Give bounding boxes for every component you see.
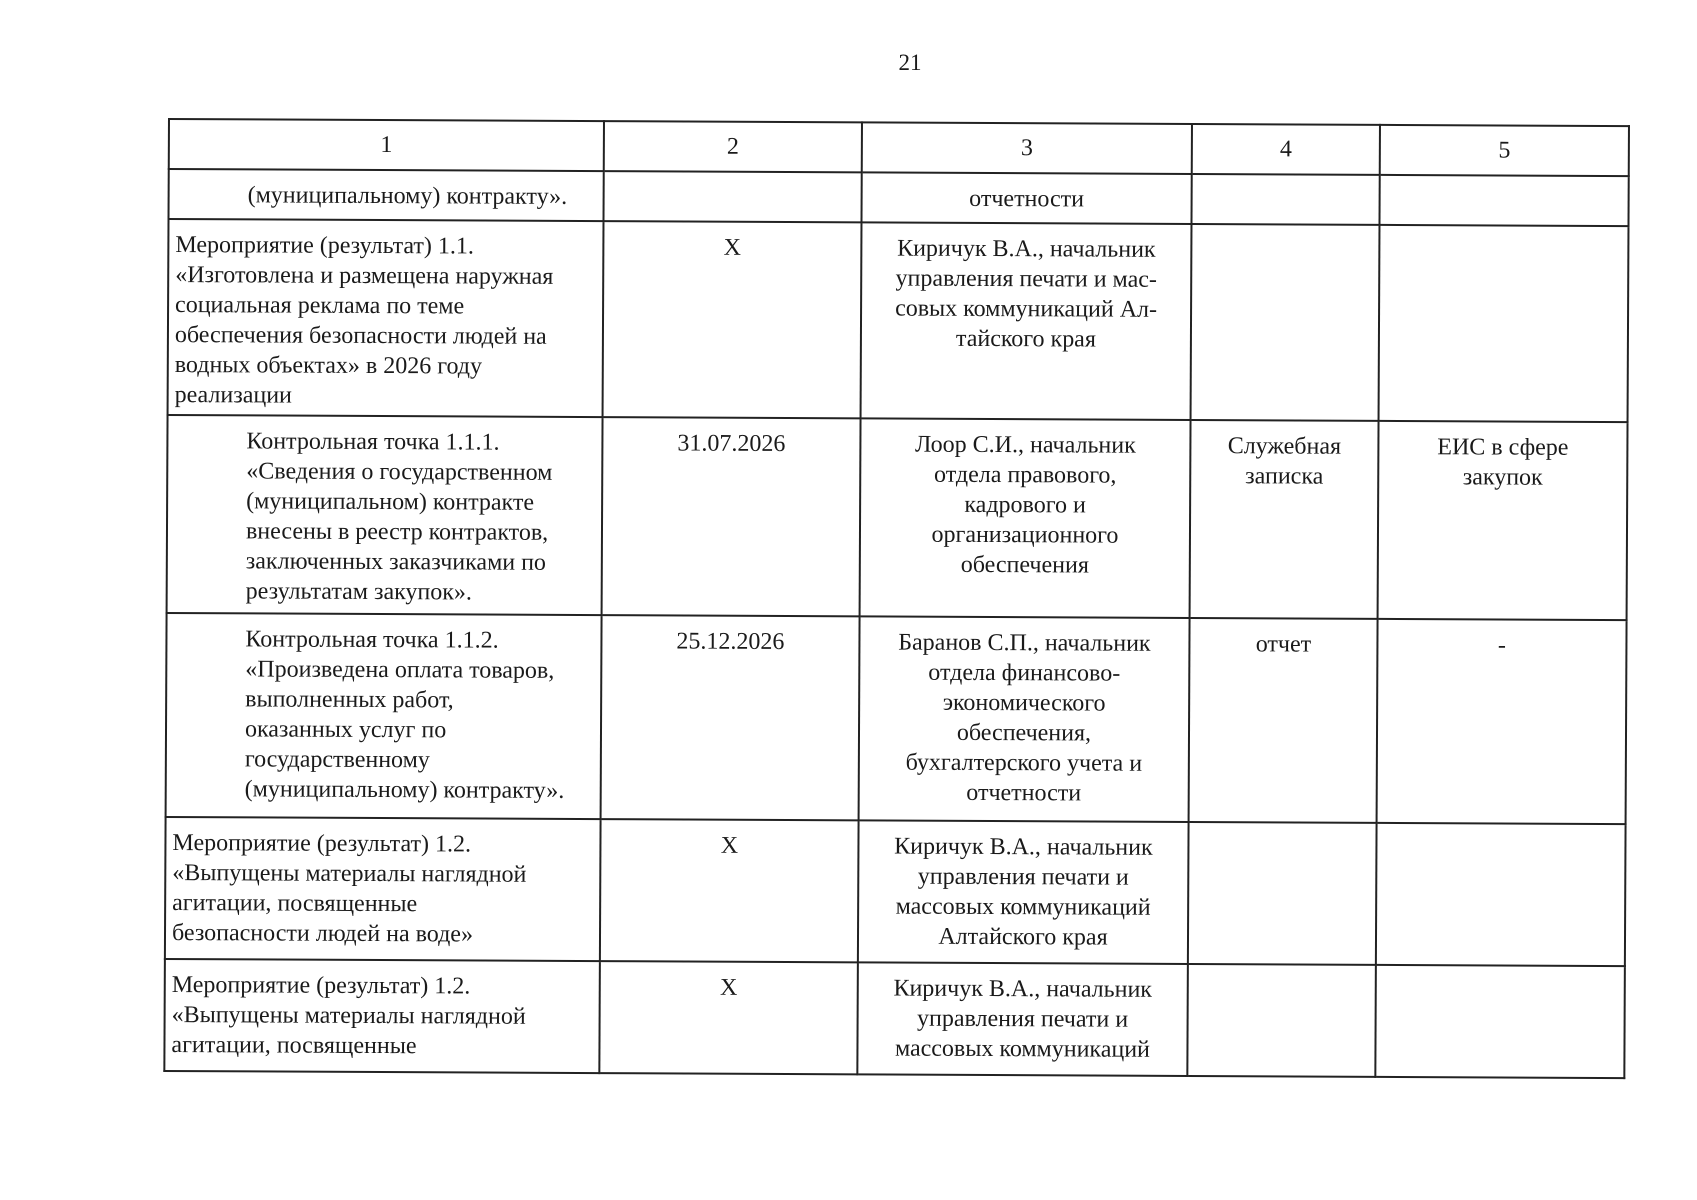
header-cell-2: 2 [604,121,862,172]
row-deadline [604,171,862,222]
header-cell-3: 3 [862,122,1192,174]
row-document-type: отчет [1189,618,1378,823]
row-information-system [1379,175,1628,226]
row-responsible: отчетности [861,172,1191,224]
table-row [167,415,1628,620]
row-description: Контрольная точка 1.1.2. «Произведена оплата товаров, выполненных работ, оказанных услуг по государственному (муниципальному) контракту». [166,613,602,819]
row-description: Контрольная точка 1.1.1. «Сведения о государственном (муниципальном) контракте внесены в реестр контрактов, заключенных заказчиками по результатам закупок». [167,415,603,615]
row-responsible: Киричук В.А., начальник управления печати и массовых коммуникаций Алтайского края [858,820,1189,964]
row-deadline: 25.12.2026 [601,615,860,820]
row-information-system: - [1377,619,1627,824]
row-responsible: Лоор С.И., начальник отдела правового, кадрового и организационного обеспечения [860,418,1191,618]
row-deadline: X [600,819,859,962]
row-description: Мероприятие (результат) 1.1. «Изготовлена и размещена наружная социальная реклама по теме обеспечения безопасности людей на водных объектах» в 2026 году реализации [168,219,604,417]
row-information-system [1379,225,1629,422]
row-description: (муниципальному) контракту». [169,169,604,221]
page-number: 21 [898,50,922,75]
row-document-type: Служебная записка [1190,420,1379,619]
row-description: Мероприятие (результат) 1.2. «Выпущены материалы наглядной агитации, посвященные [164,959,600,1073]
row-responsible: Киричук В.А., начальник управления печати и массовых коммуникаций [857,962,1188,1076]
row-deadline: X [603,221,862,418]
table-row [165,817,1626,966]
plan-table [163,118,1630,1079]
table-row [168,219,1629,422]
row-deadline: 31.07.2026 [602,417,861,616]
row-information-system: ЕИС в сфере закупок [1378,421,1628,620]
header-cell-4: 4 [1192,124,1380,175]
header-cell-5: 5 [1380,125,1629,176]
row-responsible: Киричук В.А., начальник управления печати и мас- совых коммуникаций Ал- тайского края [861,222,1192,420]
row-document-type [1191,224,1380,421]
row-information-system [1376,823,1626,966]
row-responsible: Баранов С.П., начальник отдела финансово- экономического обеспечения, бухгалтерского учета и отчетности [859,616,1190,822]
header-cell-1: 1 [169,119,604,171]
table-row [164,959,1625,1078]
table-row [166,613,1627,824]
row-description: Мероприятие (результат) 1.2. «Выпущены материалы наглядной агитации, посвященные безопасности людей на воде» [165,817,601,961]
row-deadline: X [599,961,858,1074]
table-row [169,169,1629,226]
table-header-row [169,119,1629,176]
row-information-system [1375,965,1625,1078]
row-document-type [1187,964,1376,1077]
row-document-type [1191,174,1379,225]
row-document-type [1188,822,1377,965]
